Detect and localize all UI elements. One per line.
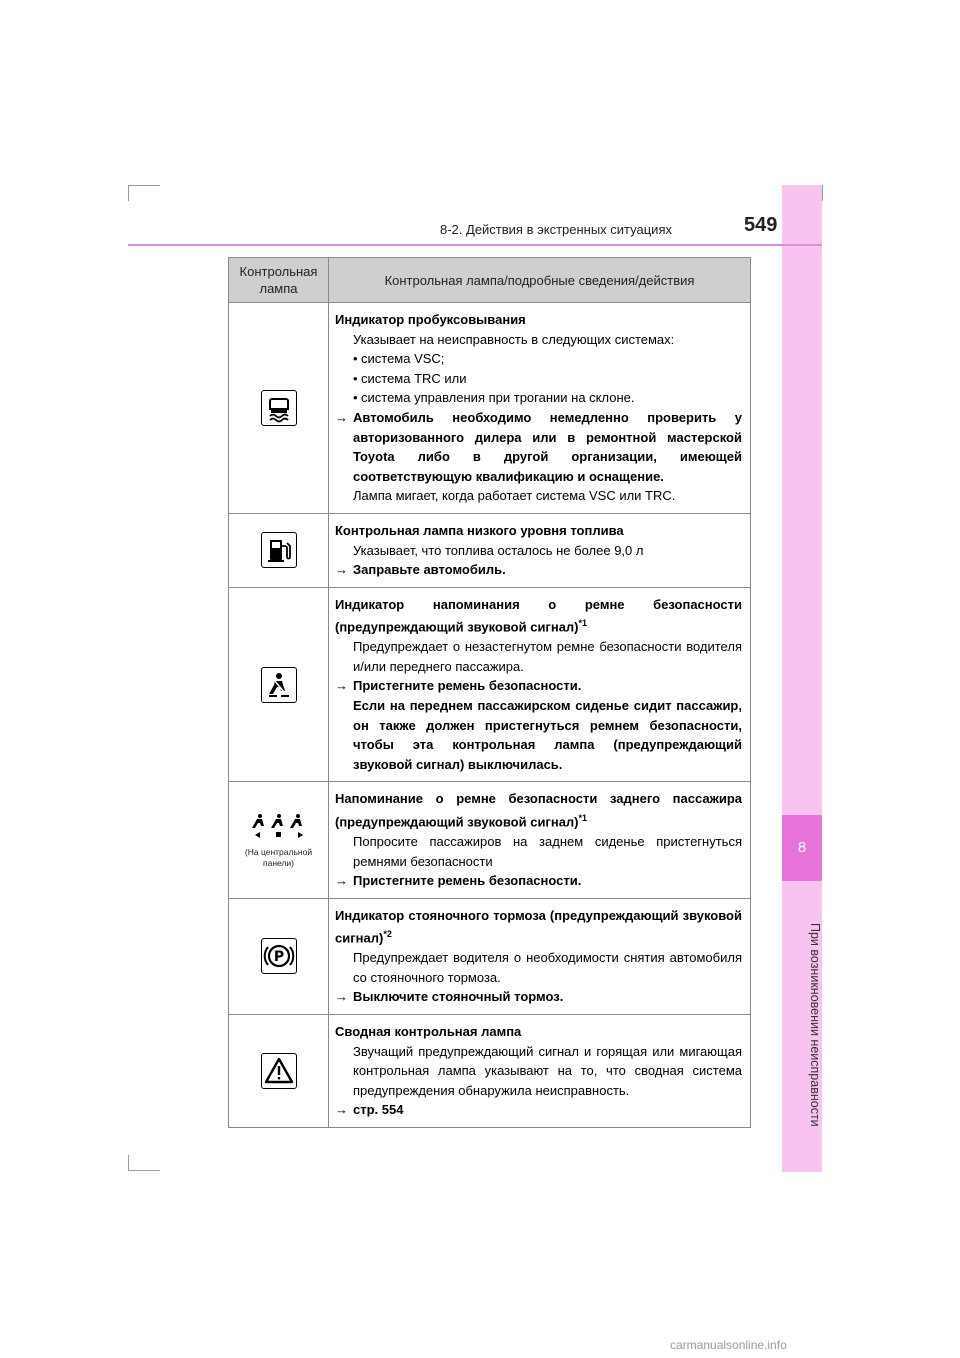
col-lamp-header: Контрольная лампа [229,258,329,303]
row-title [335,906,742,949]
lamp-cell [229,898,329,1014]
list-item: • система управления при трогании на склоне. [335,388,742,408]
table-row [229,303,751,514]
footnote-marker: *2 [383,929,392,940]
crop-mark [822,185,823,201]
crop-mark [128,1155,129,1171]
row-title [335,789,742,832]
table-row [229,513,751,587]
row-title-text: Индикатор стояночного тормоза (предупреждающий звуковой сигнал) [335,907,742,946]
desc-cell [329,1014,751,1127]
chapter-title [782,885,822,1165]
header-rule [128,244,822,246]
page-number: 549 [744,214,778,236]
lamp-cell [229,782,329,898]
crop-mark [128,1170,160,1171]
row-action: → Пристегните ремень безопасности. [335,676,742,696]
crop-mark [128,185,129,201]
row-text: Указывает, что топлива осталось не более 9,0 л [353,542,644,558]
lamp-cell [229,513,329,587]
row-note: Лампа мигает, когда работает система VSC или TRC. [353,488,676,504]
icon-caption: (На центральной панели) [244,846,313,868]
fuel-pump-icon [261,532,297,568]
desc-cell [329,587,751,782]
table-row [229,587,751,782]
table-row [229,898,751,1014]
table-row [229,782,751,898]
row-action: → Пристегните ремень безопасности. [335,871,742,891]
lamp-cell [229,1014,329,1127]
col-desc-header: Контрольная лампа/подробные сведения/действия [329,258,751,303]
row-title-text: Индикатор напоминания о ремне безопасности (предупреждающий звуковой сигнал) [335,596,742,635]
svg-text:P: P [273,949,284,966]
row-title: Индикатор пробуксовывания [335,312,526,327]
seatbelt-icon [261,667,297,703]
desc-cell [329,782,751,898]
row-title: Сводная контрольная лампа [335,1023,522,1039]
row-text: Указывает на неисправность в следующих системах: [353,331,675,347]
master-warning-icon [261,1053,297,1089]
row-text: Попросите пассажиров на заднем сиденье пристегнуться ремнями безопасности [353,833,742,869]
table-header-row [229,258,751,303]
chapter-title-text: При возникновении неисправности [808,923,822,1127]
chapter-number: 8 [797,839,807,856]
parking-brake-icon [261,938,297,974]
row-title-text: Напоминание о ремне безопасности заднего пассажира (предупреждающий звуковой сигнал) [335,791,742,830]
row-text: Предупреждает водителя о необходимости снятия автомобиля со стояночного тормоза. [353,950,742,985]
section-title: 8-2. Действия в экстренных ситуациях [440,222,672,237]
watermark: carmanualsonline.info [670,1338,787,1352]
lamp-cell [229,587,329,782]
list-item: • система VSC; [335,349,742,369]
desc-cell [329,898,751,1014]
row-title [335,595,742,638]
table-row [229,1014,751,1127]
footnote-marker: *1 [578,618,588,629]
chapter-tab [782,815,822,881]
lamp-cell [229,303,329,514]
row-action: → Автомобиль необходимо немедленно проверить у авторизованного дилера или в ремонтной мастерской Toyota либо в другой организации, имеющей соответствующую квалификацию и оснащение. [335,408,742,486]
row-action: → Выключите стояночный тормоз. [335,987,742,1007]
row-text: Звучащий предупреждающий сигнал и горящая или мигающая контрольная лампа указывают на то, что сводная система предупреждения обнаружила неисправность. [353,1043,742,1098]
rear-seatbelt-icon [230,812,327,843]
slip-indicator-icon [261,390,297,426]
row-action: → стр. 554 [335,1100,742,1120]
warning-lamps-table [228,257,751,1128]
desc-cell [329,303,751,514]
row-action-extra: Если на переднем пассажирском сиденье сидит пассажир, он также должен пристегнуться ремнем безопасности, чтобы эта контрольная лампа (предупреждающий звуковой сигнал) выключилась. [353,698,742,772]
row-title: Контрольная лампа низкого уровня топлива [335,522,624,538]
desc-cell [329,513,751,587]
footnote-marker: *1 [578,812,588,823]
row-action: → Заправьте автомобиль. [335,560,742,580]
list-item: • система TRC или [335,369,742,389]
crop-mark [128,185,160,186]
row-text: Предупреждает о незастегнутом ремне безопасности водителя и/или переднего пассажира. [353,639,742,674]
